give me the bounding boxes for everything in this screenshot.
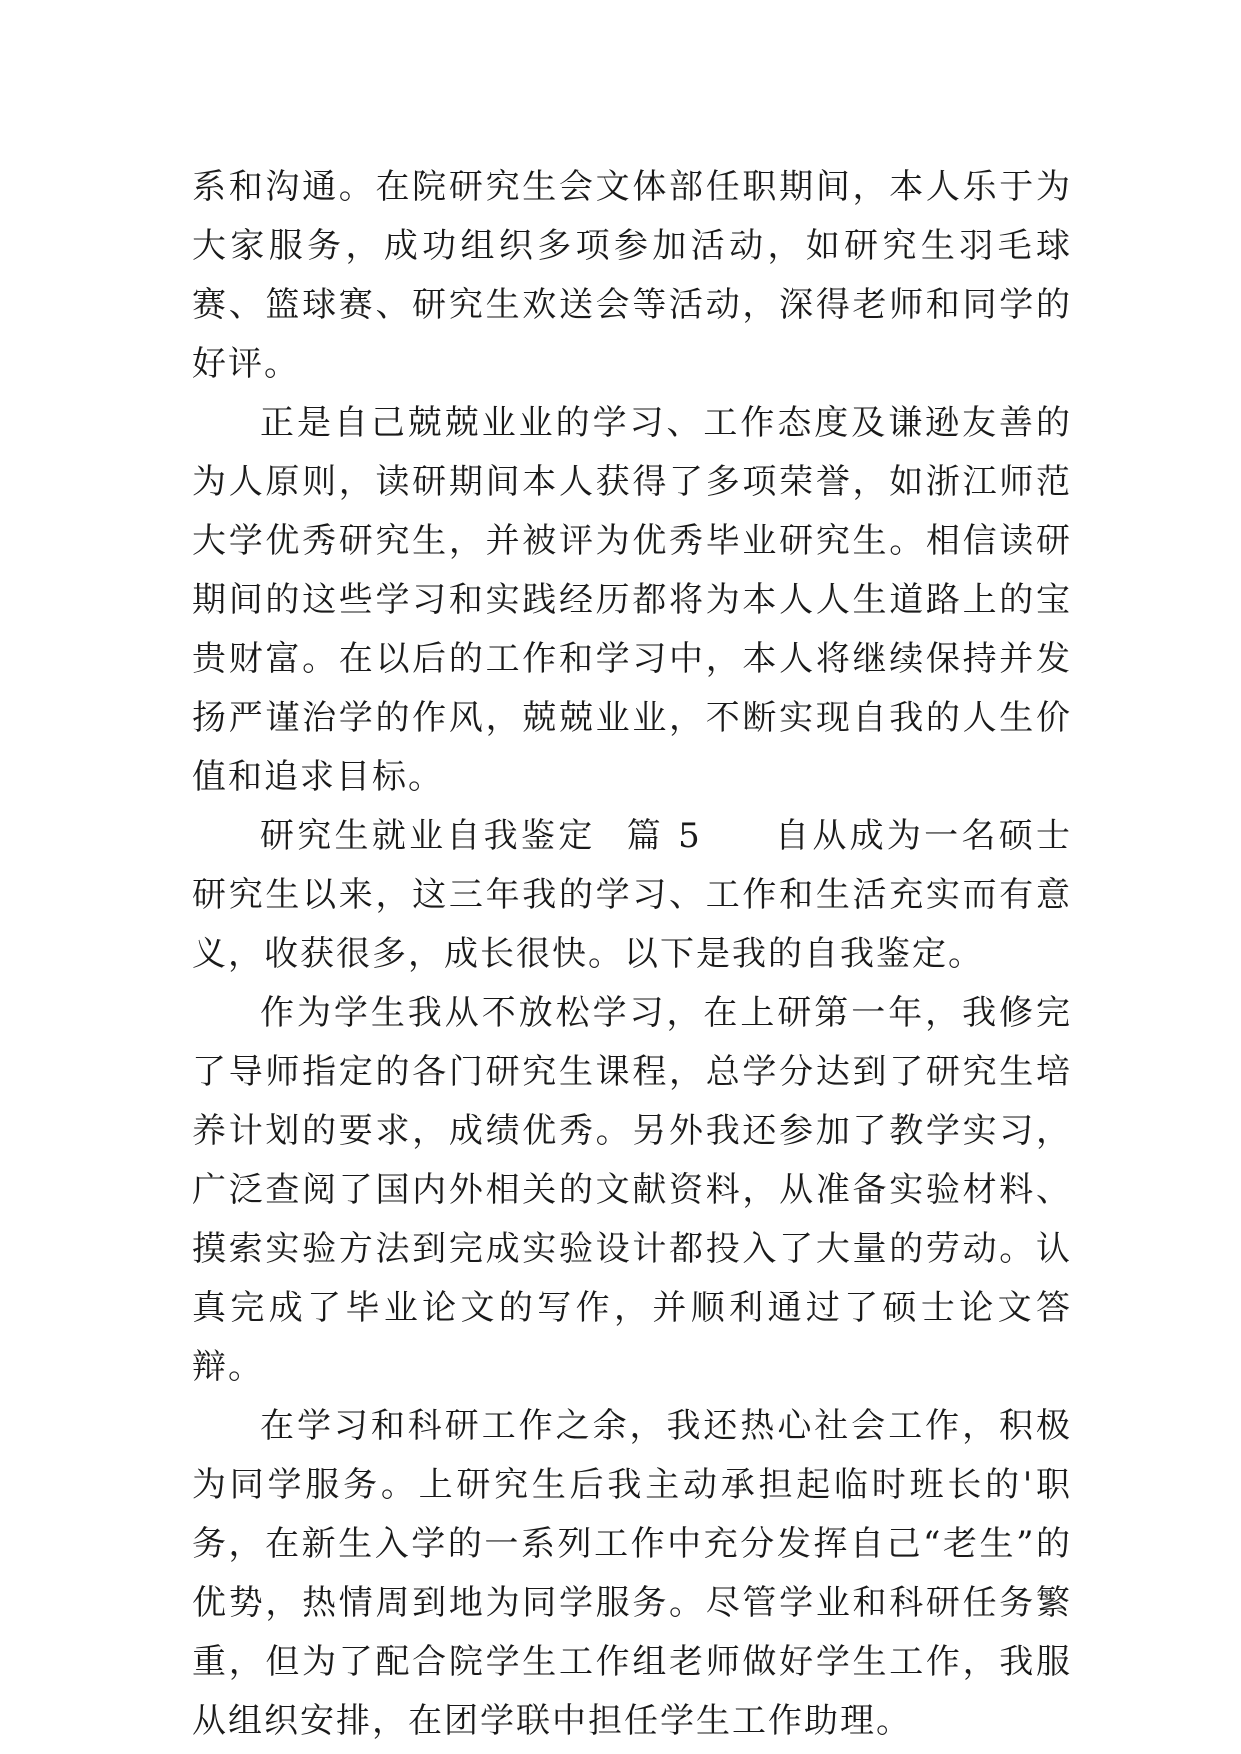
- paragraph-3-section-5: [192, 807, 1072, 984]
- paragraph-4: 作为学生我从不放松学习，在上研第一年，我修完了导师指定的各门研究生课程，总学分达到了研究生培养计划的要求，成绩优秀。另外我还参加了教学实习，广泛查阅了国内外相关的文献资料，从准备实验材料、摸索实验方法到完成实验设计都投入了大量的劳动。认真完成了毕业论文的写作，并顺利通过了硕士论文答辩。: [192, 993, 1072, 1387]
- paragraph-2: 正是自己兢兢业业的学习、工作态度及谦逊友善的为人原则，读研期间本人获得了多项荣誉，如浙江师范大学优秀研究生，并被评为优秀毕业研究生。相信读研期间的这些学习和实践经历都将为本人人生道路上的宝贵财富。在以后的工作和学习中，本人将继续保持并发扬严谨治学的作风，兢兢业业，不断实现自我的人生价值和追求目标。: [192, 403, 1072, 797]
- document-body: [192, 158, 1072, 1751]
- section-body-text: 自从成为一名硕士研究生以来，这三年我的学习、工作和生活充实而有意义，收获很多，成长很快。以下是我的自我鉴定。: [192, 816, 1072, 974]
- section-heading: 研究生就业自我鉴定: [260, 816, 596, 856]
- paragraph-5: 在学习和科研工作之余，我还热心社会工作，积极为同学服务。上研究生后我主动承担起临时班长的'职务，在新生入学的一系列工作中充分发挥自己“老生”的优势，热情周到地为同学服务。尽管学业和科研任务繁重，但为了配合院学生工作组老师做好学生工作，我服从组织安排，在团学联中担任学生工作助理。: [192, 1406, 1072, 1741]
- section-number: 篇 5: [625, 816, 702, 856]
- paragraph-1: 系和沟通。在院研究生会文体部任职期间，本人乐于为大家服务，成功组织多项参加活动，如研究生羽毛球赛、篮球赛、研究生欢送会等活动，深得老师和同学的好评。: [192, 167, 1072, 384]
